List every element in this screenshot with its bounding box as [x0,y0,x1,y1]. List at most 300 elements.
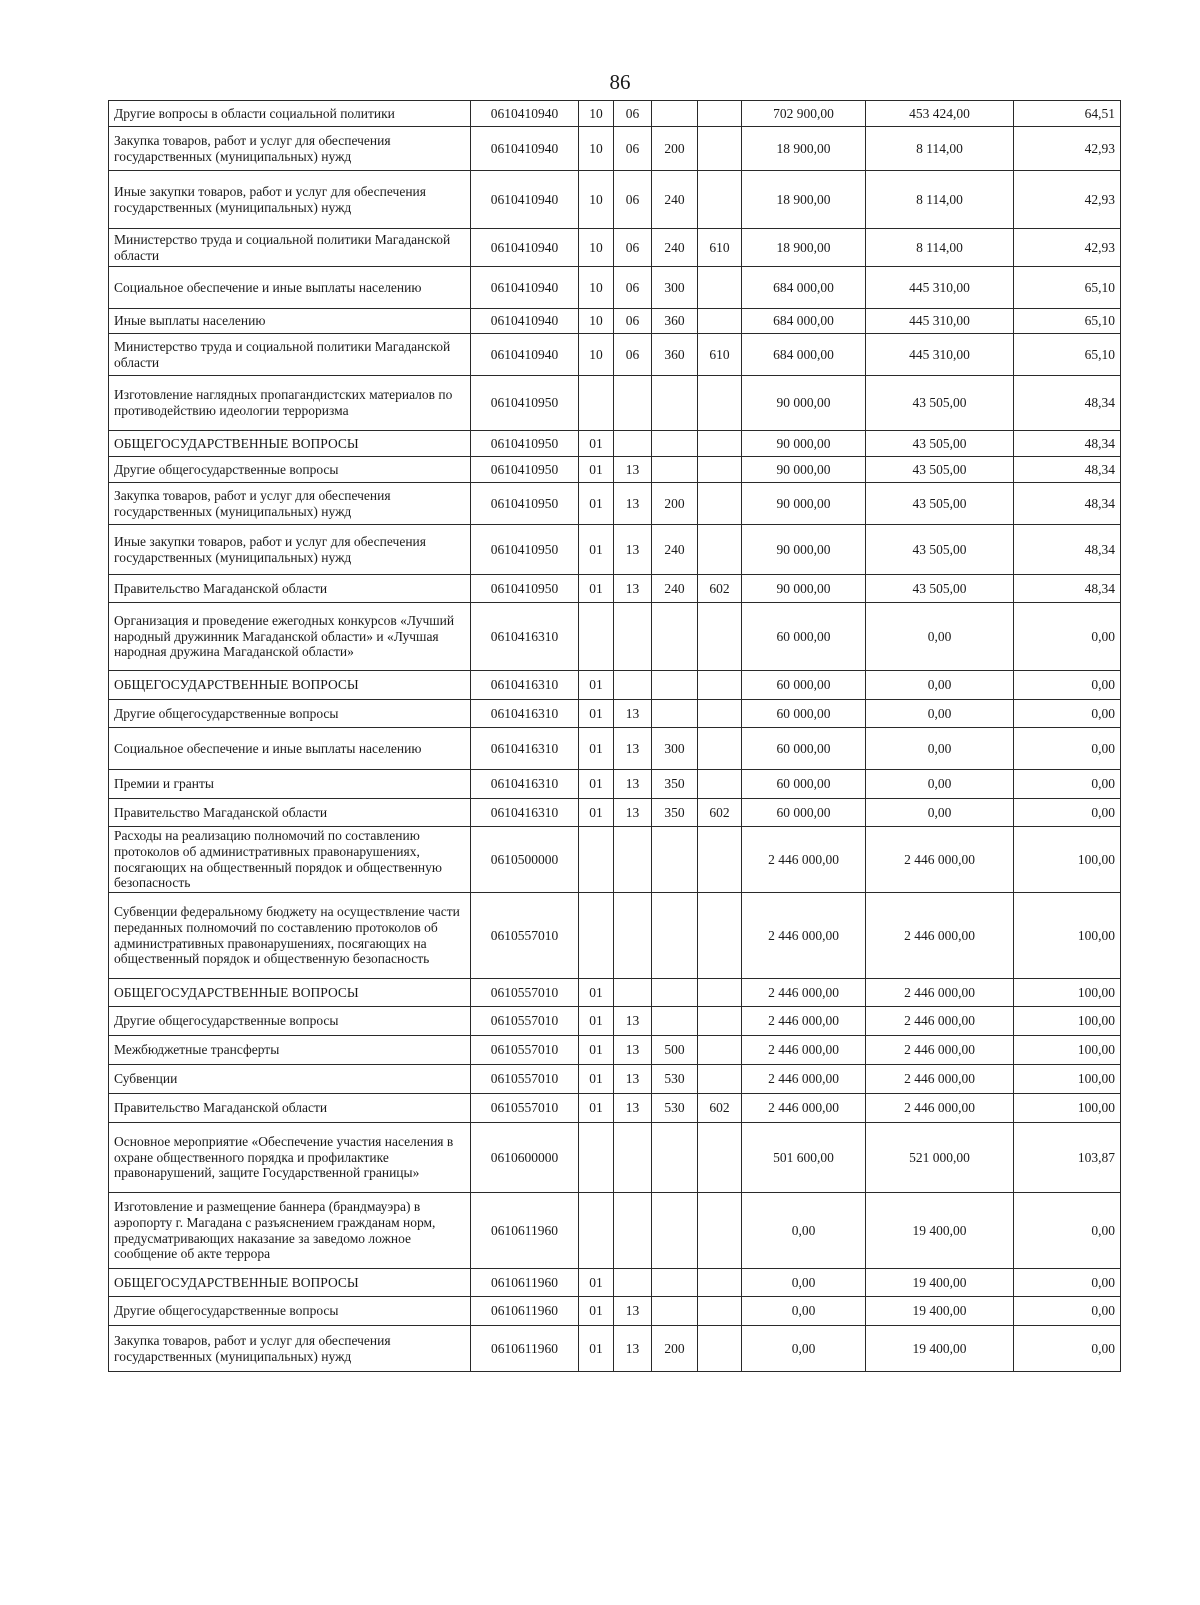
row-subsection-cell: 13 [614,728,652,770]
row-section-cell: 01 [579,1007,614,1036]
row-admin-code-cell [698,1036,742,1065]
row-plan-amount-cell: 2 446 000,00 [742,979,866,1007]
row-fact-amount-cell: 43 505,00 [866,575,1014,603]
row-expense-type-cell: 530 [652,1094,698,1123]
row-plan-amount-cell: 501 600,00 [742,1123,866,1193]
row-name-cell: Правительство Магаданской области [109,799,471,827]
row-subsection-cell: 13 [614,799,652,827]
row-code-cell: 0610410950 [471,575,579,603]
row-plan-amount-cell: 684 000,00 [742,334,866,376]
table-row [109,1036,1121,1065]
row-code-cell: 0610410940 [471,171,579,229]
row-expense-type-cell: 500 [652,1036,698,1065]
row-plan-amount-cell: 2 446 000,00 [742,893,866,979]
row-fact-amount-cell: 43 505,00 [866,525,1014,575]
row-fact-amount-cell: 43 505,00 [866,457,1014,483]
row-section-cell [579,376,614,431]
row-percent-cell: 0,00 [1014,1193,1121,1269]
row-name-cell: Изготовление и размещение баннера (брандмауэра) в аэропорту г. Магадана с разъяснением гражданам норм, предусматривающих наказание за заведомо ложное сообщение об акте террора [109,1193,471,1269]
row-subsection-cell: 06 [614,171,652,229]
row-subsection-cell: 13 [614,525,652,575]
row-admin-code-cell: 602 [698,799,742,827]
table-row [109,603,1121,671]
row-admin-code-cell [698,1269,742,1297]
row-subsection-cell: 06 [614,229,652,267]
row-admin-code-cell [698,101,742,127]
table-row [109,1326,1121,1372]
row-code-cell: 0610416310 [471,728,579,770]
row-subsection-cell: 06 [614,267,652,309]
row-expense-type-cell [652,979,698,1007]
row-subsection-cell: 13 [614,1326,652,1372]
row-percent-cell: 0,00 [1014,1326,1121,1372]
row-name-cell: Министерство труда и социальной политики Магаданской области [109,334,471,376]
row-code-cell: 0610410950 [471,431,579,457]
row-plan-amount-cell: 0,00 [742,1297,866,1326]
row-percent-cell: 103,87 [1014,1123,1121,1193]
row-plan-amount-cell: 2 446 000,00 [742,1036,866,1065]
row-expense-type-cell: 300 [652,728,698,770]
row-name-cell: Расходы на реализацию полномочий по составлению протоколов об административных правонарушениях, посягающих на общественный порядок и общественную безопасность [109,827,471,893]
row-section-cell: 10 [579,171,614,229]
row-expense-type-cell [652,1007,698,1036]
row-percent-cell: 48,34 [1014,457,1121,483]
row-admin-code-cell [698,827,742,893]
row-subsection-cell [614,1123,652,1193]
row-code-cell: 0610410950 [471,525,579,575]
row-expense-type-cell: 360 [652,334,698,376]
row-plan-amount-cell: 0,00 [742,1193,866,1269]
row-section-cell: 10 [579,267,614,309]
row-expense-type-cell: 360 [652,309,698,334]
row-name-cell: Другие общегосударственные вопросы [109,457,471,483]
row-section-cell: 01 [579,1036,614,1065]
row-admin-code-cell [698,700,742,728]
row-plan-amount-cell: 90 000,00 [742,575,866,603]
row-code-cell: 0610410940 [471,101,579,127]
table-row [109,979,1121,1007]
row-code-cell: 0610410950 [471,457,579,483]
row-section-cell: 01 [579,671,614,700]
row-name-cell: Субвенции [109,1065,471,1094]
row-plan-amount-cell: 2 446 000,00 [742,1007,866,1036]
row-subsection-cell [614,979,652,1007]
row-code-cell: 0610557010 [471,1007,579,1036]
row-expense-type-cell: 200 [652,483,698,525]
row-plan-amount-cell: 60 000,00 [742,728,866,770]
row-section-cell: 01 [579,1065,614,1094]
row-subsection-cell: 06 [614,101,652,127]
row-plan-amount-cell: 0,00 [742,1326,866,1372]
row-name-cell: Организация и проведение ежегодных конкурсов «Лучший народный дружинник Магаданской области» и «Лучшая народная дружина Магаданской области» [109,603,471,671]
row-subsection-cell [614,1193,652,1269]
row-subsection-cell: 13 [614,700,652,728]
row-name-cell: Премии и гранты [109,770,471,799]
row-code-cell: 0610410940 [471,267,579,309]
page-number: 86 [609,70,631,94]
table-row [109,1193,1121,1269]
row-subsection-cell: 13 [614,1094,652,1123]
row-fact-amount-cell: 19 400,00 [866,1297,1014,1326]
row-admin-code-cell: 602 [698,1094,742,1123]
table-row [109,267,1121,309]
row-plan-amount-cell: 60 000,00 [742,799,866,827]
row-admin-code-cell [698,728,742,770]
row-section-cell [579,603,614,671]
row-expense-type-cell: 240 [652,229,698,267]
row-subsection-cell: 13 [614,575,652,603]
row-fact-amount-cell: 0,00 [866,728,1014,770]
row-admin-code-cell [698,1007,742,1036]
row-code-cell: 0610557010 [471,979,579,1007]
row-code-cell: 0610557010 [471,1094,579,1123]
row-name-cell: Правительство Магаданской области [109,1094,471,1123]
row-percent-cell: 0,00 [1014,603,1121,671]
row-expense-type-cell: 530 [652,1065,698,1094]
row-admin-code-cell [698,1297,742,1326]
row-percent-cell: 100,00 [1014,1007,1121,1036]
row-plan-amount-cell: 18 900,00 [742,229,866,267]
row-plan-amount-cell: 90 000,00 [742,483,866,525]
table-row [109,309,1121,334]
row-fact-amount-cell: 445 310,00 [866,334,1014,376]
row-subsection-cell: 13 [614,1036,652,1065]
row-plan-amount-cell: 90 000,00 [742,431,866,457]
row-admin-code-cell [698,309,742,334]
row-code-cell: 0610416310 [471,770,579,799]
row-subsection-cell: 06 [614,334,652,376]
row-percent-cell: 100,00 [1014,827,1121,893]
table-row [109,799,1121,827]
row-expense-type-cell [652,101,698,127]
row-plan-amount-cell: 60 000,00 [742,603,866,671]
row-fact-amount-cell: 0,00 [866,603,1014,671]
row-name-cell: ОБЩЕГОСУДАРСТВЕННЫЕ ВОПРОСЫ [109,671,471,700]
table-row [109,431,1121,457]
row-section-cell: 01 [579,1297,614,1326]
row-plan-amount-cell: 60 000,00 [742,770,866,799]
row-name-cell: Социальное обеспечение и иные выплаты населению [109,267,471,309]
row-expense-type-cell: 240 [652,575,698,603]
row-expense-type-cell: 350 [652,799,698,827]
row-fact-amount-cell: 8 114,00 [866,171,1014,229]
row-percent-cell: 42,93 [1014,229,1121,267]
row-plan-amount-cell: 18 900,00 [742,171,866,229]
table-row [109,483,1121,525]
row-percent-cell: 42,93 [1014,171,1121,229]
row-code-cell: 0610557010 [471,893,579,979]
row-expense-type-cell [652,457,698,483]
row-code-cell: 0610416310 [471,799,579,827]
row-section-cell: 01 [579,770,614,799]
row-expense-type-cell [652,1123,698,1193]
row-name-cell: Закупка товаров, работ и услуг для обеспечения государственных (муниципальных) нужд [109,1326,471,1372]
row-admin-code-cell [698,1065,742,1094]
row-expense-type-cell: 240 [652,525,698,575]
row-fact-amount-cell: 445 310,00 [866,309,1014,334]
row-name-cell: Основное мероприятие «Обеспечение участия населения в охране общественного порядка и профилактике правонарушений, защите Государственной границы» [109,1123,471,1193]
row-percent-cell: 65,10 [1014,309,1121,334]
row-code-cell: 0610611960 [471,1269,579,1297]
row-section-cell: 01 [579,979,614,1007]
table-row [109,1123,1121,1193]
row-code-cell: 0610416310 [471,700,579,728]
row-percent-cell: 0,00 [1014,799,1121,827]
row-code-cell: 0610611960 [471,1326,579,1372]
row-expense-type-cell: 200 [652,1326,698,1372]
row-admin-code-cell: 610 [698,334,742,376]
row-section-cell: 01 [579,728,614,770]
row-section-cell [579,827,614,893]
row-code-cell: 0610557010 [471,1065,579,1094]
row-name-cell: ОБЩЕГОСУДАРСТВЕННЫЕ ВОПРОСЫ [109,1269,471,1297]
table-row [109,728,1121,770]
row-name-cell: Другие вопросы в области социальной политики [109,101,471,127]
row-section-cell [579,1123,614,1193]
row-plan-amount-cell: 2 446 000,00 [742,827,866,893]
row-section-cell: 01 [579,700,614,728]
table-row [109,893,1121,979]
row-section-cell: 01 [579,1326,614,1372]
row-percent-cell: 0,00 [1014,1269,1121,1297]
row-name-cell: Другие общегосударственные вопросы [109,1007,471,1036]
row-expense-type-cell: 240 [652,171,698,229]
row-subsection-cell [614,671,652,700]
row-admin-code-cell [698,376,742,431]
table-row [109,770,1121,799]
row-percent-cell: 0,00 [1014,700,1121,728]
table-body [109,101,1121,1372]
row-percent-cell: 48,34 [1014,376,1121,431]
row-expense-type-cell [652,1297,698,1326]
row-fact-amount-cell: 2 446 000,00 [866,1007,1014,1036]
row-plan-amount-cell: 18 900,00 [742,127,866,171]
row-subsection-cell: 13 [614,1065,652,1094]
row-subsection-cell [614,827,652,893]
row-fact-amount-cell: 2 446 000,00 [866,1036,1014,1065]
row-percent-cell: 100,00 [1014,1065,1121,1094]
row-name-cell: Социальное обеспечение и иные выплаты населению [109,728,471,770]
row-subsection-cell: 13 [614,483,652,525]
row-fact-amount-cell: 453 424,00 [866,101,1014,127]
row-name-cell: Субвенции федеральному бюджету на осуществление части переданных полномочий по составлению протоколов об административных правонарушениях, посягающих на общественный порядок и общественную безопасность [109,893,471,979]
row-expense-type-cell [652,431,698,457]
row-plan-amount-cell: 702 900,00 [742,101,866,127]
table-row [109,1007,1121,1036]
row-code-cell: 0610416310 [471,671,579,700]
row-fact-amount-cell: 2 446 000,00 [866,1094,1014,1123]
row-expense-type-cell: 350 [652,770,698,799]
row-subsection-cell: 13 [614,457,652,483]
row-percent-cell: 100,00 [1014,1094,1121,1123]
row-subsection-cell: 06 [614,127,652,171]
row-fact-amount-cell: 2 446 000,00 [866,827,1014,893]
row-admin-code-cell [698,127,742,171]
row-subsection-cell: 06 [614,309,652,334]
row-section-cell [579,1193,614,1269]
row-fact-amount-cell: 0,00 [866,671,1014,700]
row-plan-amount-cell: 684 000,00 [742,309,866,334]
row-fact-amount-cell: 19 400,00 [866,1269,1014,1297]
table-row [109,671,1121,700]
row-name-cell: Другие общегосударственные вопросы [109,700,471,728]
row-section-cell: 01 [579,799,614,827]
row-fact-amount-cell: 2 446 000,00 [866,979,1014,1007]
row-name-cell: ОБЩЕГОСУДАРСТВЕННЫЕ ВОПРОСЫ [109,979,471,1007]
row-admin-code-cell: 602 [698,575,742,603]
row-code-cell: 0610600000 [471,1123,579,1193]
row-code-cell: 0610410940 [471,334,579,376]
row-section-cell: 01 [579,525,614,575]
row-plan-amount-cell: 90 000,00 [742,457,866,483]
row-fact-amount-cell: 2 446 000,00 [866,1065,1014,1094]
row-expense-type-cell [652,827,698,893]
row-expense-type-cell [652,671,698,700]
row-name-cell: Закупка товаров, работ и услуг для обеспечения государственных (муниципальных) нужд [109,127,471,171]
row-admin-code-cell [698,431,742,457]
row-percent-cell: 48,34 [1014,431,1121,457]
row-fact-amount-cell: 43 505,00 [866,376,1014,431]
row-code-cell: 0610410940 [471,309,579,334]
table-row [109,1094,1121,1123]
row-section-cell: 01 [579,457,614,483]
row-expense-type-cell [652,1269,698,1297]
table-row [109,376,1121,431]
row-name-cell: Правительство Магаданской области [109,575,471,603]
row-admin-code-cell [698,979,742,1007]
row-plan-amount-cell: 60 000,00 [742,700,866,728]
table-row [109,229,1121,267]
row-subsection-cell: 13 [614,1297,652,1326]
row-percent-cell: 100,00 [1014,979,1121,1007]
row-fact-amount-cell: 8 114,00 [866,229,1014,267]
row-percent-cell: 65,10 [1014,334,1121,376]
row-plan-amount-cell: 90 000,00 [742,525,866,575]
table-row [109,101,1121,127]
row-fact-amount-cell: 43 505,00 [866,431,1014,457]
row-plan-amount-cell: 90 000,00 [742,376,866,431]
row-subsection-cell: 13 [614,1007,652,1036]
row-fact-amount-cell: 19 400,00 [866,1326,1014,1372]
row-name-cell: Межбюджетные трансферты [109,1036,471,1065]
row-plan-amount-cell: 60 000,00 [742,671,866,700]
row-percent-cell: 42,93 [1014,127,1121,171]
row-admin-code-cell [698,603,742,671]
row-plan-amount-cell: 0,00 [742,1269,866,1297]
row-code-cell: 0610410950 [471,483,579,525]
row-expense-type-cell [652,376,698,431]
row-admin-code-cell [698,267,742,309]
row-subsection-cell [614,1269,652,1297]
row-percent-cell: 0,00 [1014,671,1121,700]
row-percent-cell: 48,34 [1014,525,1121,575]
row-fact-amount-cell: 43 505,00 [866,483,1014,525]
row-code-cell: 0610410940 [471,229,579,267]
row-section-cell: 10 [579,101,614,127]
row-percent-cell: 100,00 [1014,1036,1121,1065]
row-section-cell: 10 [579,309,614,334]
row-name-cell: Изготовление наглядных пропагандистских материалов по противодействию идеологии терроризма [109,376,471,431]
row-code-cell: 0610611960 [471,1193,579,1269]
row-section-cell: 01 [579,431,614,457]
row-subsection-cell [614,431,652,457]
row-fact-amount-cell: 8 114,00 [866,127,1014,171]
row-admin-code-cell [698,457,742,483]
row-section-cell: 01 [579,575,614,603]
row-section-cell: 10 [579,229,614,267]
row-percent-cell: 0,00 [1014,770,1121,799]
row-fact-amount-cell: 0,00 [866,799,1014,827]
row-section-cell: 01 [579,483,614,525]
row-subsection-cell: 13 [614,770,652,799]
row-plan-amount-cell: 684 000,00 [742,267,866,309]
row-percent-cell: 100,00 [1014,893,1121,979]
row-plan-amount-cell: 2 446 000,00 [742,1065,866,1094]
row-admin-code-cell [698,893,742,979]
row-name-cell: Иные закупки товаров, работ и услуг для обеспечения государственных (муниципальных) нужд [109,171,471,229]
row-name-cell: Министерство труда и социальной политики Магаданской области [109,229,471,267]
row-admin-code-cell [698,1123,742,1193]
row-name-cell: Иные закупки товаров, работ и услуг для обеспечения государственных (муниципальных) нужд [109,525,471,575]
row-name-cell: Другие общегосударственные вопросы [109,1297,471,1326]
row-fact-amount-cell: 445 310,00 [866,267,1014,309]
row-code-cell: 0610410940 [471,127,579,171]
table-row [109,1297,1121,1326]
row-admin-code-cell [698,1193,742,1269]
table-row [109,1269,1121,1297]
row-admin-code-cell [698,1326,742,1372]
row-subsection-cell [614,893,652,979]
table-row [109,171,1121,229]
table-row [109,700,1121,728]
row-admin-code-cell: 610 [698,229,742,267]
table-row [109,525,1121,575]
row-expense-type-cell [652,603,698,671]
row-name-cell: Иные выплаты населению [109,309,471,334]
row-name-cell: ОБЩЕГОСУДАРСТВЕННЫЕ ВОПРОСЫ [109,431,471,457]
row-code-cell: 0610410950 [471,376,579,431]
row-subsection-cell [614,603,652,671]
table-row [109,827,1121,893]
row-expense-type-cell [652,893,698,979]
table-row [109,334,1121,376]
row-section-cell: 01 [579,1269,614,1297]
row-fact-amount-cell: 0,00 [866,770,1014,799]
row-section-cell [579,893,614,979]
row-admin-code-cell [698,770,742,799]
row-fact-amount-cell: 521 000,00 [866,1123,1014,1193]
row-percent-cell: 65,10 [1014,267,1121,309]
row-section-cell: 10 [579,127,614,171]
row-expense-type-cell: 200 [652,127,698,171]
row-admin-code-cell [698,171,742,229]
table-row [109,1065,1121,1094]
row-subsection-cell [614,376,652,431]
row-code-cell: 0610416310 [471,603,579,671]
row-admin-code-cell [698,671,742,700]
row-expense-type-cell: 300 [652,267,698,309]
row-expense-type-cell [652,1193,698,1269]
budget-execution-table [108,100,1121,1372]
row-admin-code-cell [698,483,742,525]
row-section-cell: 10 [579,334,614,376]
table-row [109,575,1121,603]
row-percent-cell: 48,34 [1014,483,1121,525]
row-plan-amount-cell: 2 446 000,00 [742,1094,866,1123]
row-percent-cell: 48,34 [1014,575,1121,603]
row-percent-cell: 0,00 [1014,728,1121,770]
row-section-cell: 01 [579,1094,614,1123]
